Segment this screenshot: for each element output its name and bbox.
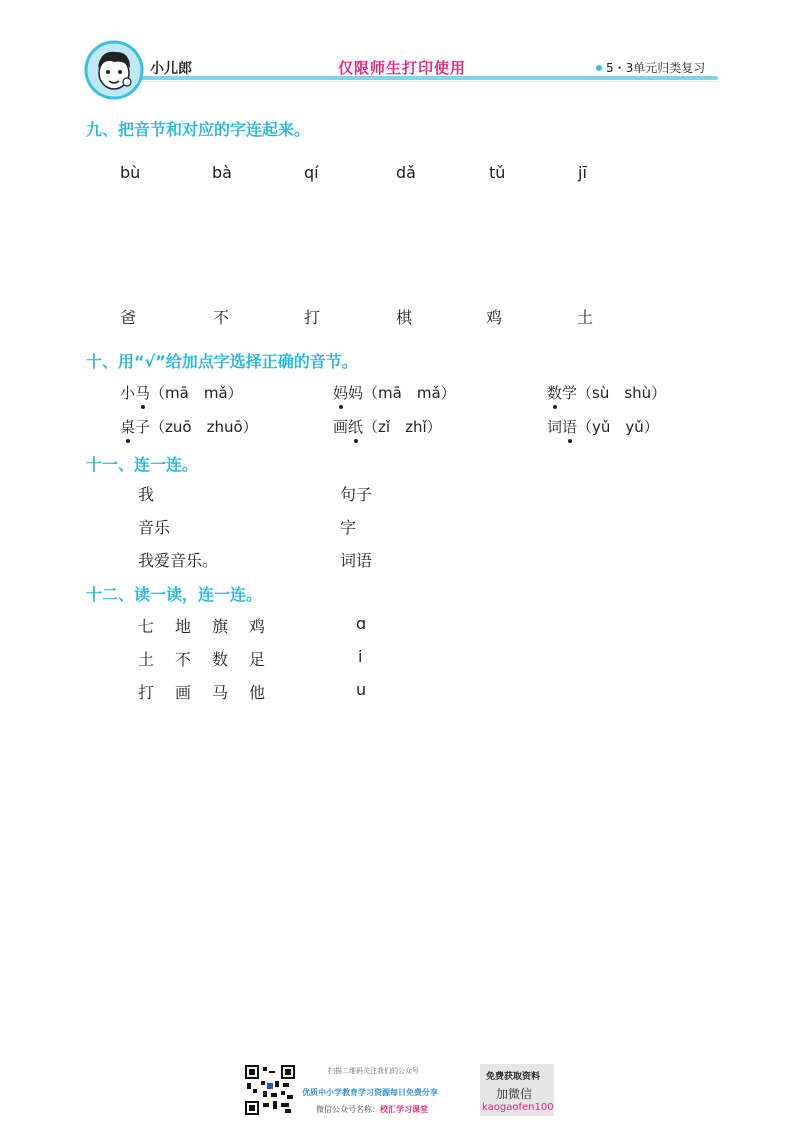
- bullet-dot-icon: [596, 65, 602, 71]
- vowel-cell: u: [356, 680, 367, 699]
- word-text: 词: [547, 418, 563, 436]
- pinyin-options: （yǔ yǔ）: [577, 418, 659, 436]
- char-cell: 马: [212, 683, 229, 702]
- vowel-cell: i: [358, 647, 363, 666]
- word-text: 子: [135, 418, 151, 436]
- pinyin-5: tǔ: [489, 163, 506, 182]
- print-notice: 仅限师生打印使用: [338, 59, 467, 77]
- boy-mascot-icon: [84, 40, 144, 100]
- section-11-title: 十一、连一连。: [86, 455, 199, 474]
- choice-item: [120, 416, 258, 437]
- char-cell: 旗: [212, 617, 229, 636]
- left-item: 音乐: [138, 518, 171, 537]
- header-rule-thin: [112, 81, 718, 82]
- char-cell: 画: [175, 683, 192, 702]
- pinyin-4: dǎ: [396, 163, 416, 182]
- left-item: 我爱音乐。: [138, 551, 219, 570]
- pinyin-options: （sù shù）: [577, 384, 667, 402]
- pinyin-3: qí: [304, 163, 319, 182]
- dotted-char: 桌: [120, 418, 136, 436]
- char-cell: 地: [175, 617, 192, 636]
- choice-item: [333, 382, 456, 403]
- choice-item: [120, 382, 243, 403]
- word-text: 学: [562, 384, 578, 402]
- dotted-char: 数: [547, 384, 563, 402]
- left-item: 我: [138, 485, 155, 504]
- char-2: 不: [213, 308, 230, 327]
- char-3: 打: [304, 308, 321, 327]
- wechat-id: kaogaofen100: [482, 1102, 554, 1113]
- qr-code-icon: [245, 1065, 295, 1115]
- char-cell: 打: [138, 683, 155, 702]
- section-12-title: 十二、读一读，连一连。: [86, 585, 263, 604]
- char-4: 棋: [396, 308, 413, 327]
- word-text: 妈: [348, 384, 364, 402]
- pinyin-6: jī: [578, 163, 587, 182]
- right-item: 词语: [340, 551, 373, 570]
- vowel-cell: ɑ: [356, 614, 367, 633]
- right-item: 字: [340, 518, 357, 537]
- char-cell: 七: [138, 617, 155, 636]
- section-10-title: 十、用“√”给加点字选择正确的音节。: [86, 352, 358, 371]
- dotted-char: 语: [562, 418, 578, 436]
- pinyin-options: （mā mǎ）: [150, 384, 243, 402]
- choice-item: [333, 416, 442, 437]
- char-cell: 鸡: [249, 617, 266, 636]
- right-item: 句子: [340, 485, 373, 504]
- account-name: 校汇学习课堂: [380, 1105, 428, 1114]
- dotted-char: 妈: [333, 384, 349, 402]
- word-text: 画: [333, 418, 349, 436]
- unit-label: 5・3单元归类复习: [606, 61, 706, 75]
- pinyin-options: （zǐ zhǐ）: [363, 418, 442, 436]
- char-cell: 数: [212, 650, 229, 669]
- wechat-box-line2: 加微信: [496, 1087, 533, 1101]
- scan-hint: 扫描二维码关注我们的公众号: [328, 1067, 419, 1075]
- char-cell: 他: [249, 683, 266, 702]
- char-cell: 土: [138, 650, 155, 669]
- char-1: 爸: [120, 308, 137, 327]
- char-5: 鸡: [486, 308, 503, 327]
- pinyin-1: bù: [120, 163, 141, 182]
- pinyin-2: bà: [212, 163, 232, 182]
- word-text: 小: [120, 384, 136, 402]
- share-text: 优质中小学教育学习资源每日免费分享: [302, 1088, 438, 1097]
- choice-item: [547, 416, 659, 437]
- char-cell: 足: [249, 650, 266, 669]
- section-9-title: 九、把音节和对应的字连起来。: [86, 120, 311, 139]
- dotted-char: 纸: [348, 418, 364, 436]
- choice-item: [547, 382, 666, 403]
- char-6: 土: [577, 308, 594, 327]
- char-cell: 不: [175, 650, 192, 669]
- wechat-box-line1: 免费获取资料: [486, 1072, 541, 1082]
- dotted-char: 马: [135, 384, 151, 402]
- pinyin-options: （zuō zhuō）: [150, 418, 258, 436]
- account-label: 微信公众号名称：: [316, 1105, 380, 1114]
- pinyin-options: （mā mǎ）: [363, 384, 456, 402]
- brand-name: 小儿郎: [150, 61, 192, 77]
- account-line: [316, 1104, 428, 1115]
